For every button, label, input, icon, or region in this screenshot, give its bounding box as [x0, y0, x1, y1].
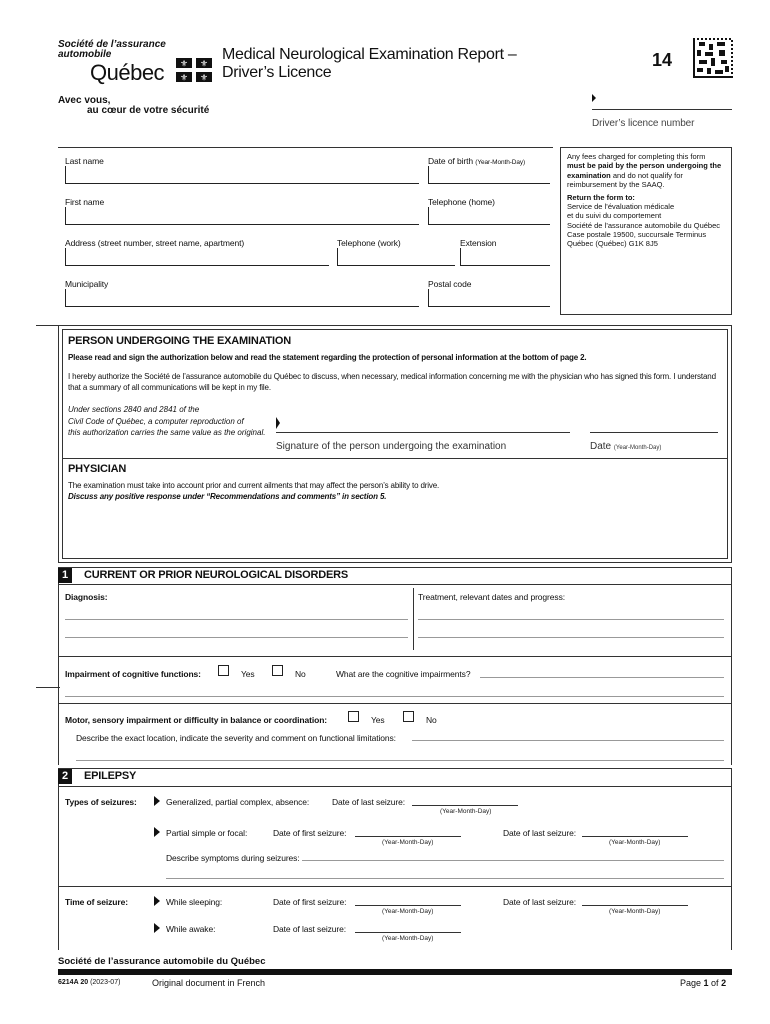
- svg-text:⚜: ⚜: [199, 73, 209, 82]
- original-language-note: Original document in French: [152, 978, 266, 988]
- sleeping-last-date-label: Date of last seizure:: [503, 897, 577, 907]
- motor-describe-line[interactable]: [412, 731, 724, 741]
- extension-field[interactable]: [460, 248, 550, 266]
- divider: [58, 886, 732, 887]
- return-title: Return the form to:: [567, 192, 635, 202]
- authorization-text: I hereby authorize the Société de l’assurance automobile du Québec to discuss, when necessary, medical information concerning me with the physician who has signed this form. I understand that a summary of all communications will be kept in my file.: [68, 372, 716, 392]
- ymd-hint: (Year-Month-Day): [382, 908, 434, 915]
- tel-home-field[interactable]: [428, 207, 550, 225]
- cognitive-answer-line-2[interactable]: [65, 687, 724, 697]
- divider: [413, 588, 414, 650]
- datamatrix-code-icon: [693, 38, 733, 78]
- fees-return-box: [560, 147, 732, 315]
- divider: [58, 703, 732, 704]
- form-title-2: Driver’s Licence: [222, 64, 332, 81]
- sleeping-label: While sleeping:: [166, 897, 223, 907]
- arrow-icon: [154, 923, 160, 933]
- tel-work-field[interactable]: [337, 248, 455, 266]
- arrow-icon: [154, 827, 160, 837]
- physician-note-1: The examination must take into account prior and current ailments that may affect the person’s ability to drive.: [68, 481, 440, 490]
- tagline-2: au cœur de votre sécurité: [87, 105, 210, 116]
- form-number: 14: [652, 50, 673, 70]
- signature-date-label: Date (Year-Month-Day): [590, 441, 662, 452]
- awake-label: While awake:: [166, 924, 216, 934]
- postal-code-label: Postal code: [428, 279, 472, 289]
- svg-text:⚜: ⚜: [199, 59, 209, 70]
- motor-describe-line-2[interactable]: [76, 751, 724, 761]
- sleeping-first-date-label: Date of first seizure:: [273, 897, 347, 907]
- fold-mark: [36, 325, 60, 326]
- tagline-1: Avec vous,: [58, 95, 111, 106]
- person-section-title: PERSON UNDERGOING THE EXAMINATION: [68, 335, 291, 347]
- svg-text:⚜: ⚜: [179, 73, 189, 82]
- municipality-field[interactable]: [65, 289, 419, 307]
- cognitive-label: Impairment of cognitive functions:: [65, 669, 201, 679]
- sleeping-last-date-field[interactable]: [582, 896, 688, 906]
- partial-label: Partial simple or focal:: [166, 828, 248, 838]
- ymd-hint: (Year-Month-Day): [382, 839, 434, 846]
- motor-no-checkbox[interactable]: [403, 711, 414, 722]
- page-indicator: Page 1 of 2: [680, 978, 727, 988]
- treatment-label: Treatment, relevant dates and progress:: [418, 592, 565, 602]
- last-name-field[interactable]: [65, 166, 419, 184]
- first-name-field[interactable]: [65, 207, 419, 225]
- symptoms-line-2[interactable]: [166, 869, 724, 879]
- person-instruction: Please read and sign the authorization below and read the statement regarding the protection of personal information at the bottom of page 2.: [68, 353, 587, 362]
- partial-first-date-field[interactable]: [355, 827, 461, 837]
- section-2-title: EPILEPSY: [84, 770, 137, 782]
- ymd-hint: (Year-Month-Day): [382, 935, 434, 942]
- treatment-line-1[interactable]: [418, 610, 724, 620]
- awake-last-date-label: Date of last seizure:: [273, 924, 347, 934]
- diagnosis-label: Diagnosis:: [65, 592, 108, 602]
- address-field[interactable]: [65, 248, 329, 266]
- return-addr-1: Service de l’évaluation médicale: [567, 201, 675, 211]
- tel-home-label: Telephone (home): [428, 197, 495, 207]
- svg-text:⚜: ⚜: [179, 59, 189, 70]
- first-name-label: First name: [65, 197, 105, 207]
- diagnosis-line-1[interactable]: [65, 610, 408, 620]
- physician-note-2: Discuss any positive response under “Recommendations and comments” in section 5.: [68, 492, 387, 501]
- return-addr-4: Case postale 19500, succursale Terminus: [567, 230, 707, 239]
- fold-mark: [36, 687, 60, 688]
- motor-yes-checkbox[interactable]: [348, 711, 359, 722]
- awake-last-date-field[interactable]: [355, 923, 461, 933]
- signature-date-field[interactable]: [590, 415, 718, 433]
- org-name-line2: automobile: [58, 49, 112, 60]
- generalized-label: Generalized, partial complex, absence:: [166, 797, 310, 807]
- motor-no-label: No: [426, 715, 437, 725]
- licence-number-label: Driver’s licence number: [592, 118, 695, 129]
- generalized-last-date-label: Date of last seizure:: [332, 797, 406, 807]
- org-name-line1: Société de l’assurance: [58, 39, 166, 50]
- footer-bar: [58, 969, 732, 975]
- sleeping-first-date-field[interactable]: [355, 896, 461, 906]
- fees-notice: Any fees charged for completing this form must be paid by the person undergoing the examination and do not qualify for reimbursement by the SAAQ.: [567, 152, 722, 190]
- return-addr-2: et du suivi du comportement: [567, 211, 662, 221]
- dob-field[interactable]: [428, 166, 550, 184]
- signature-field[interactable]: [276, 415, 570, 433]
- partial-last-date-field[interactable]: [582, 827, 688, 837]
- symptoms-line[interactable]: [302, 851, 724, 861]
- section-2-number: 2: [58, 769, 72, 784]
- partial-first-date-label: Date of first seizure:: [273, 828, 347, 838]
- tel-work-label: Telephone (work): [337, 238, 401, 248]
- symptoms-label: Describe symptoms during seizures:: [166, 853, 300, 863]
- divider: [62, 458, 728, 459]
- types-seizures-label: Types of seizures:: [65, 797, 137, 807]
- generalized-last-date-field[interactable]: [412, 796, 518, 806]
- form-title-1: Medical Neurological Examination Report –: [222, 46, 517, 63]
- return-addr-3: Société de l’assurance automobile du Québec: [567, 220, 721, 230]
- divider: [58, 656, 732, 657]
- motor-yes-label: Yes: [371, 715, 385, 725]
- dob-label: Date of birth (Year-Month-Day): [428, 156, 526, 166]
- section-1-title: CURRENT OR PRIOR NEUROLOGICAL DISORDERS: [84, 569, 348, 581]
- cognitive-question: What are the cognitive impairments?: [336, 669, 471, 679]
- treatment-line-2[interactable]: [418, 628, 724, 638]
- arrow-icon: [154, 796, 160, 806]
- signature-label: Signature of the person undergoing the examination: [276, 441, 507, 452]
- divider: [58, 786, 732, 787]
- cognitive-answer-line[interactable]: [480, 668, 724, 678]
- section-1-number: 1: [58, 568, 72, 583]
- return-addr-5: Québec (Québec) G1K 8J5: [567, 239, 658, 249]
- time-seizure-label: Time of seizure:: [65, 897, 128, 907]
- arrow-icon: [154, 896, 160, 906]
- address-label: Address (street number, street name, apartment): [65, 238, 245, 248]
- form-code: 6214A 20 (2023-07): [58, 979, 121, 986]
- divider: [58, 584, 732, 585]
- last-name-label: Last name: [65, 156, 104, 166]
- cognitive-no-checkbox[interactable]: [272, 665, 283, 676]
- licence-number-field[interactable]: [592, 94, 732, 110]
- ymd-hint: (Year-Month-Day): [609, 839, 661, 846]
- municipality-label: Municipality: [65, 279, 109, 289]
- cognitive-yes-label: Yes: [241, 669, 255, 679]
- legal-notice: Under sections 2840 and 2841 of the Civil Code of Québec, a computer reproduction of this authorization carries the same value as the original.: [68, 405, 266, 438]
- diagnosis-line-2[interactable]: [65, 628, 408, 638]
- partial-last-date-label: Date of last seizure:: [503, 828, 577, 838]
- quebec-wordmark: Québec: [90, 60, 165, 85]
- postal-code-field[interactable]: [428, 289, 550, 307]
- motor-describe-label: Describe the exact location, indicate the severity and comment on functional limitations:: [76, 733, 396, 743]
- extension-label: Extension: [460, 238, 497, 248]
- cognitive-no-label: No: [295, 669, 306, 679]
- ymd-hint: (Year-Month-Day): [440, 808, 492, 815]
- ymd-hint: (Year-Month-Day): [609, 908, 661, 915]
- cognitive-yes-checkbox[interactable]: [218, 665, 229, 676]
- motor-label: Motor, sensory impairment or difficulty in balance or coordination:: [65, 715, 328, 725]
- quebec-flag-icon: [176, 58, 212, 82]
- physician-section-title: PHYSICIAN: [68, 463, 127, 475]
- footer-org: Société de l’assurance automobile du Québec: [58, 956, 266, 967]
